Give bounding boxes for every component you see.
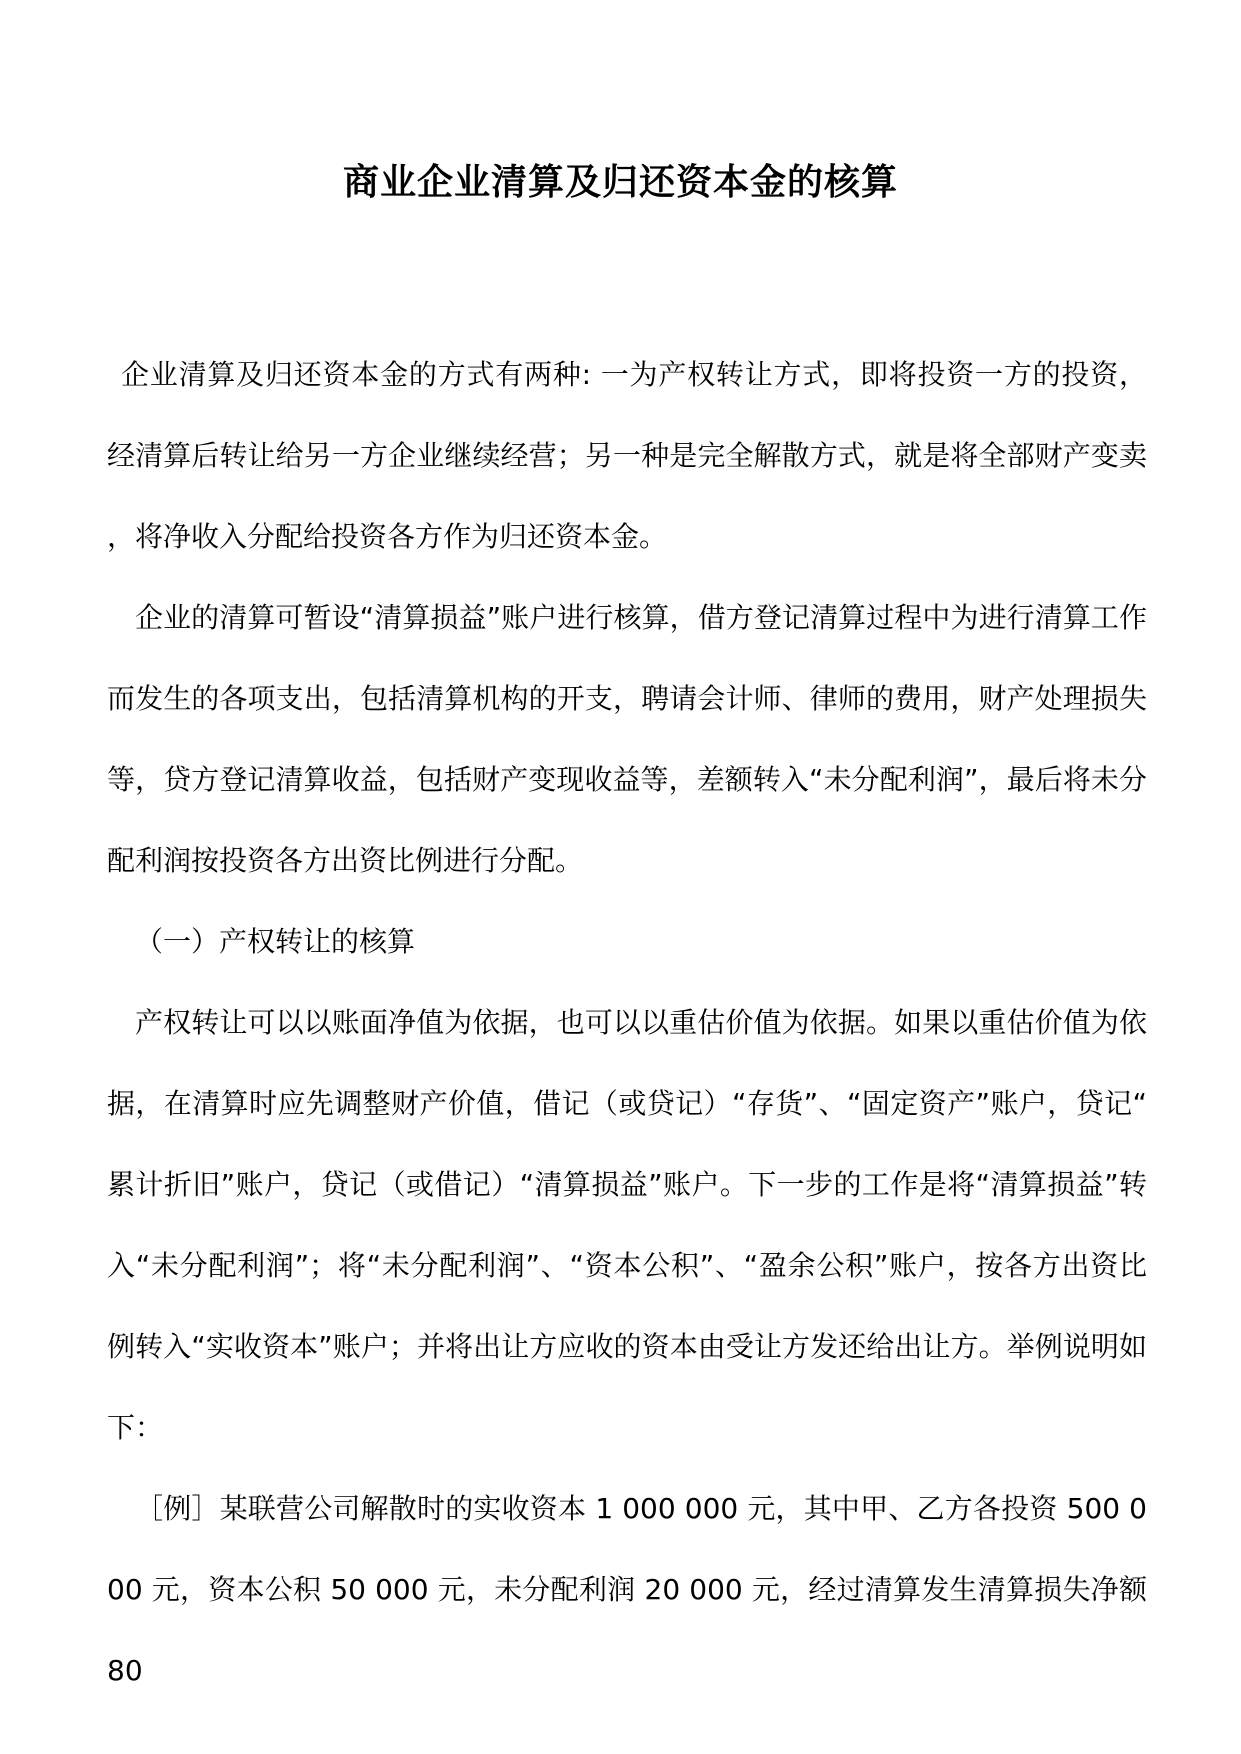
- document-body: [107, 334, 1147, 1711]
- paragraph-liquidation-methods: 企业清算及归还资本金的方式有两种: 一为产权转让方式，即将投资一方的投资，经清算后转让给另一方企业继续经营；另一种是完全解散方式，就是将全部财产变卖，将净收入分配给投资各方作为归还资本金。: [107, 358, 1147, 553]
- section-heading-property-transfer: （一）产权转让的核算: [135, 925, 416, 958]
- paragraph-liquidation-account: 企业的清算可暂设“清算损益”账户进行核算，借方登记清算过程中为进行清算工作而发生的各项支出，包括清算机构的开支，聘请会计师、律师的费用，财产处理损失等，贷方登记清算收益，包括财产变现收益等，差额转入“未分配利润”，最后将未分配利润按投资各方出资比例进行分配。: [107, 601, 1147, 877]
- paragraph-property-transfer: 产权转让可以以账面净值为依据，也可以以重估价值为依据。如果以重估价值为依据，在清算时应先调整财产价值，借记（或贷记）“存货”、“固定资产”账户，贷记“累计折旧”账户，贷记（或借记）“清算损益”账户。下一步的工作是将“清算损益”转入“未分配利润”；将“未分配利润”、“资本公积”、“盈余公积”账户，按各方出资比例转入“实收资本”账户；并将出让方应收的资本由受让方发还给出让方。举例说明如下：: [107, 1006, 1147, 1444]
- document-title: 商业企业清算及归还资本金的核算: [342, 161, 898, 203]
- paragraph-example: ［例］某联营公司解散时的实收资本 1 000 000 元，其中甲、乙方各投资 500 000 元，资本公积 50 000 元，未分配利润 20 000 元，经过清算发生清算损失净额 80: [107, 1492, 1147, 1687]
